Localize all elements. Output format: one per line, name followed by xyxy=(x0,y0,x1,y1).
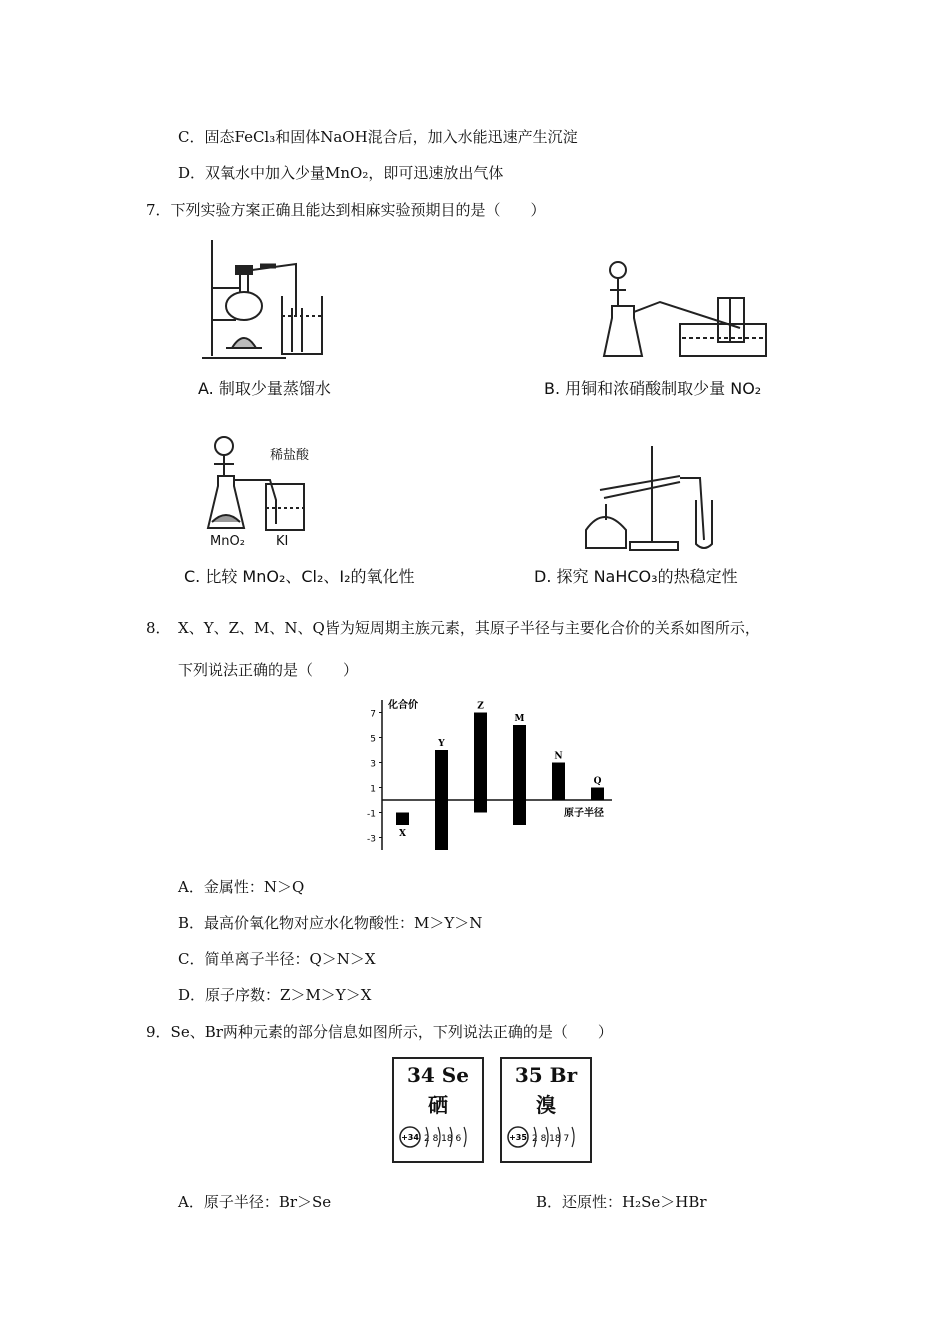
bar-label-X: X xyxy=(399,829,406,839)
q9-option-a: A．原子半径：Br＞Se xyxy=(178,1193,332,1211)
bar-M xyxy=(513,725,526,825)
svg-text:2 8 18 7: 2 8 18 7 xyxy=(532,1134,570,1144)
svg-text:+35: +35 xyxy=(509,1133,527,1142)
svg-text:+34: +34 xyxy=(401,1133,419,1142)
y-tick-label-1: 5 xyxy=(370,734,376,745)
bromine-header: 35 Br xyxy=(514,1063,578,1087)
q7-caption-d: D. 探究 NaHCO₃的热稳定性 xyxy=(534,567,738,586)
apparatus-d-nahco3 xyxy=(580,440,730,554)
bar-N xyxy=(552,763,565,801)
y-tick-label-0: 7 xyxy=(370,709,376,720)
q9-stem: 9．Se、Br两种元素的部分信息如图所示，下列说法正确的是（ ） xyxy=(146,1023,613,1041)
bar-label-M: M xyxy=(514,714,525,724)
q8-stem-line1: 8． X、Y、Z、M、N、Q皆为短周期主族元素，其原子半径与主要化合价的关系如图所示， xyxy=(146,619,760,637)
q7-caption-b: B. 用铜和浓硝酸制取少量 NO₂ xyxy=(544,379,762,398)
q8-option-d: D．原子序数：Z＞M＞Y＞X xyxy=(178,986,372,1004)
selenium-atom-structure xyxy=(398,1119,478,1155)
valence-radius-chart xyxy=(360,694,620,856)
y-tick-label-2: 3 xyxy=(370,759,376,770)
label-mno2: MnO₂ xyxy=(210,534,245,549)
q7-caption-a: A. 制取少量蒸馏水 xyxy=(198,379,331,398)
apparatus-a-distillation xyxy=(196,236,376,364)
apparatus-c-oxidation xyxy=(200,424,320,534)
q8-option-a: A．金属性：N＞Q xyxy=(178,878,305,896)
bar-Y xyxy=(435,750,448,850)
q9-option-b: B．还原性：H₂Se＞HBr xyxy=(536,1193,707,1211)
bar-label-Z: Z xyxy=(477,701,484,712)
y-tick-label-5: -3 xyxy=(367,834,376,845)
bromine-card xyxy=(500,1057,592,1163)
q6-option-d: D．双氧水中加入少量MnO₂，即可迅速放出气体 xyxy=(178,164,504,182)
q6-option-c: C．固态FeCl₃和固体NaOH混合后，加入水能迅速产生沉淀 xyxy=(178,128,578,146)
bar-X xyxy=(396,813,409,826)
selenium-card xyxy=(392,1057,484,1163)
bromine-name: 溴 xyxy=(536,1093,556,1117)
bromine-atom-structure xyxy=(506,1119,586,1155)
label-dilute-hcl: 稀盐酸 xyxy=(270,448,310,463)
y-tick-label-3: 1 xyxy=(370,784,376,795)
svg-text:2 8 18 6: 2 8 18 6 xyxy=(424,1134,462,1144)
q8-stem-line2: 下列说法正确的是（ ） xyxy=(178,661,359,679)
q8-option-b: B．最高价氧化物对应水化物酸性：M＞Y＞N xyxy=(178,914,483,932)
q7-caption-c: C. 比较 MnO₂、Cl₂、I₂的氧化性 xyxy=(184,567,415,586)
bar-label-Y: Y xyxy=(438,739,445,749)
label-ki: KI xyxy=(276,534,289,549)
apparatus-b-no2 xyxy=(600,258,770,362)
selenium-name: 硒 xyxy=(428,1093,448,1117)
y-axis-label: 化合价 xyxy=(388,700,418,711)
bar-label-Q: Q xyxy=(593,776,602,787)
x-axis-label: 原子半径 xyxy=(564,808,604,819)
bar-Q xyxy=(591,788,604,801)
q8-option-c: C．简单离子半径：Q＞N＞X xyxy=(178,950,376,968)
q7-stem: 7．下列实验方案正确且能达到相麻实验预期目的是（ ） xyxy=(146,201,546,219)
y-tick-label-4: -1 xyxy=(367,809,376,820)
bar-Z xyxy=(474,713,487,813)
selenium-header: 34 Se xyxy=(407,1063,469,1087)
bar-label-N: N xyxy=(554,751,563,762)
